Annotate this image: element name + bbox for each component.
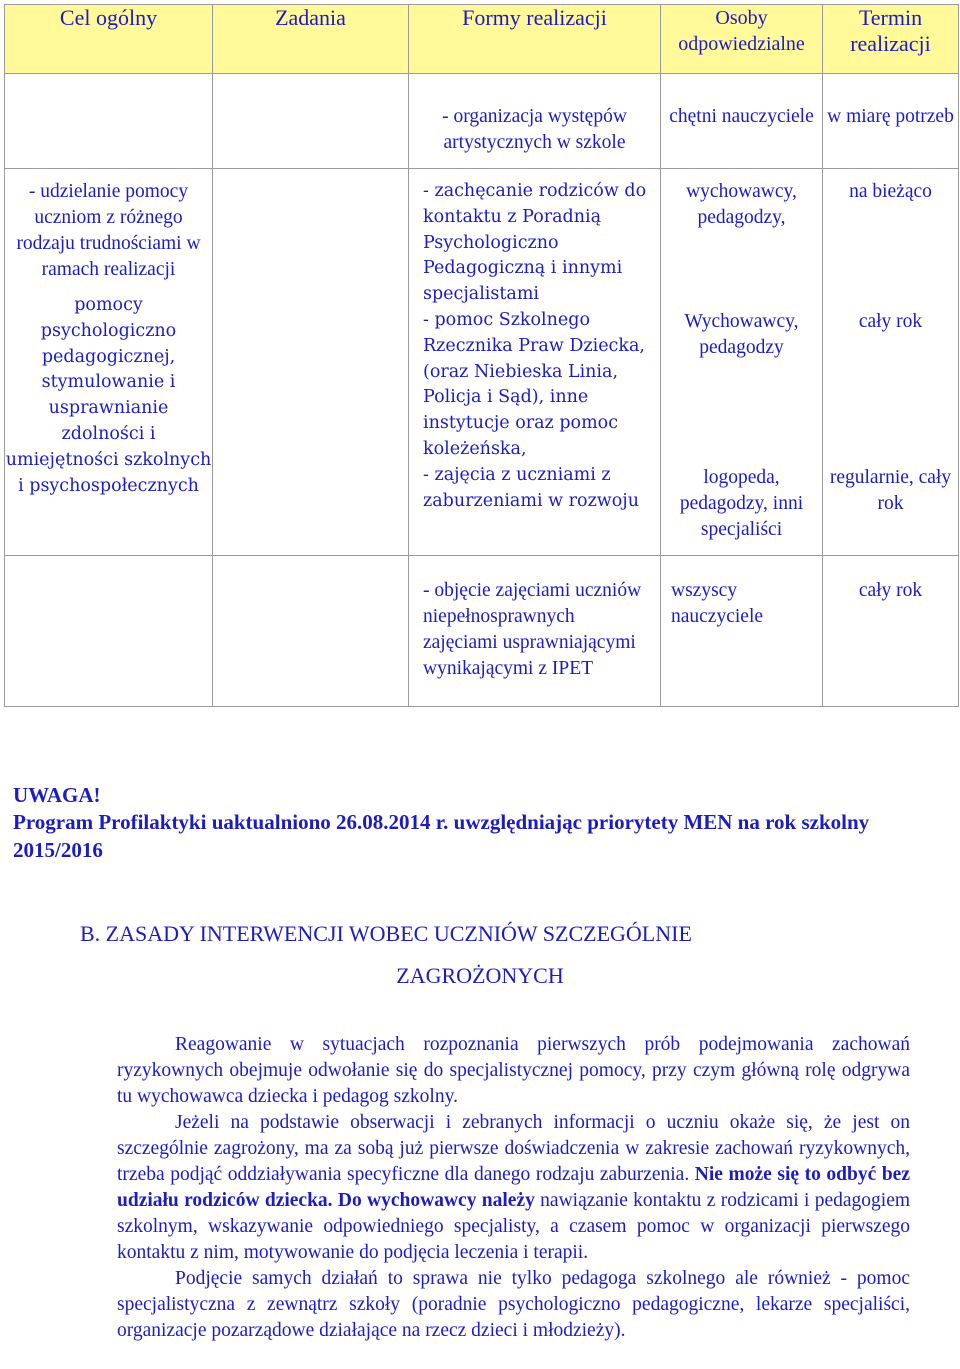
header-zadania: Zadania: [213, 5, 409, 74]
cell-term: [823, 169, 959, 556]
program-update-note: Program Profilaktyki uaktualniono 26.08.2014 r. uwzględniając priorytety MEN na rok szkolny 2015/2016: [13, 810, 870, 862]
table-row: [5, 556, 959, 707]
header-cel-ogolny: Cel ogólny: [5, 5, 213, 74]
persons-item: logopeda, pedagodzy, inni specjaliści: [679, 467, 804, 540]
cell-term: cały rok: [823, 556, 959, 707]
persons-item: Wychowawcy, pedagodzy: [684, 311, 799, 358]
header-osoby-odpowiedzialne: Osoby odpowiedzialne: [661, 5, 823, 74]
cell-goal: [5, 74, 213, 169]
section-title: B. ZASADY INTERWENCJI WOBEC UCZNIÓW SZCZEGÓLNIE: [80, 921, 692, 946]
persons-item: wychowawcy, pedagodzy,: [686, 181, 797, 228]
cell-tasks: [213, 169, 409, 556]
section-body: [117, 1032, 910, 1344]
forms-item: - pomoc Szkolnego Rzecznika Praw Dziecka, (oraz Niebieska Linia, Policja i Sąd), inne instytucje oraz pomoc koleżeńska,: [423, 309, 645, 459]
cell-persons: chętni nauczyciele: [661, 74, 823, 169]
goal-text: - udzielanie pomocy uczniom z różnego rodzaju trudnościami w ramach realizacji: [16, 181, 201, 280]
goal-text-continued: pomocy psychologiczno pedagogicznej, stymulowanie i usprawnianie zdolności i umiejętności szkolnych i psychospołecznych: [5, 295, 212, 496]
term-item: na bieżąco: [849, 181, 932, 202]
term-item: cały rok: [858, 311, 923, 332]
table-row: [5, 74, 959, 169]
bold-text: Nie może się to odbyć bez udziału rodziców dziecka.: [117, 1164, 910, 1211]
cell-forms: - objęcie zajęciami uczniów niepełnosprawnych zajęciami usprawniającymi wynikającymi z IPET: [409, 556, 661, 707]
cell-persons: wszyscy nauczyciele: [661, 556, 823, 707]
term-item: regularnie, cały rok: [829, 467, 952, 514]
forms-item: - zajęcia z uczniami z zaburzeniami w rozwoju: [423, 464, 639, 511]
cell-forms: [409, 169, 661, 556]
cell-goal: [5, 556, 213, 707]
program-table: [4, 4, 959, 707]
paragraph: Reagowanie w sytuacjach rozpoznania pierwszych prób podejmowania zachowań ryzykownych obejmuje odwołanie się do specjalistycznej pomocy, przy czym główną rolę odgrywa tu wychowawca dziecka i pedagog szkolny.: [117, 1034, 910, 1107]
table-header-row: [5, 5, 959, 74]
header-termin-realizacji: Termin realizacji: [823, 5, 959, 74]
header-formy-realizacji: Formy realizacji: [409, 5, 661, 74]
bold-text: Do wychowawcy należy: [337, 1190, 535, 1211]
cell-persons: [661, 169, 823, 556]
section-title-continued: ZAGROŻONYCH: [396, 963, 564, 988]
notes-block: [13, 782, 913, 864]
paragraph: Podjęcie samych działań to sprawa nie tylko pedagoga szkolnego ale również - pomoc specjalistyczna z zewnątrz szkoły (poradnie psychologiczno pedagogiczne, lekarze specjaliści, organizacje pozarządowe działające na rzecz dzieci i młodzieży).: [117, 1268, 910, 1341]
cell-term: w miarę potrzeb: [823, 74, 959, 169]
cell-tasks: [213, 74, 409, 169]
cell-goal: [5, 169, 213, 556]
paragraph: Jeżeli na podstawie obserwacji i zebranych informacji o uczniu okaże się, że jest on szczególnie zagrożony, ma za sobą już pierwsze doświadczenia w zakresie zachowań ryzykownych, trzeba podjąć oddziaływania specyficzne dla danego rodzaju zaburzenia. Nie może się to odbyć bez udziału rodziców dziecka. Do wychowawcy należy nawiązanie kontaktu z rodzicami i pedagogiem szkolnym, wskazywanie odpowiedniego specjalisty, a czasem pomoc w organizacji pierwszego kontaktu z nim, motywowanie do podjęcia leczenia i terapii.: [117, 1112, 911, 1263]
cell-forms: - organizacja występów artystycznych w szkole: [409, 74, 661, 169]
table-row: [5, 169, 959, 556]
uwaga-label: UWAGA!: [13, 783, 101, 807]
cell-tasks: [213, 556, 409, 707]
forms-item: - zachęcanie rodziców do kontaktu z Poradnią Psychologiczno Pedagogiczną i innymi specjalistami: [423, 181, 647, 305]
